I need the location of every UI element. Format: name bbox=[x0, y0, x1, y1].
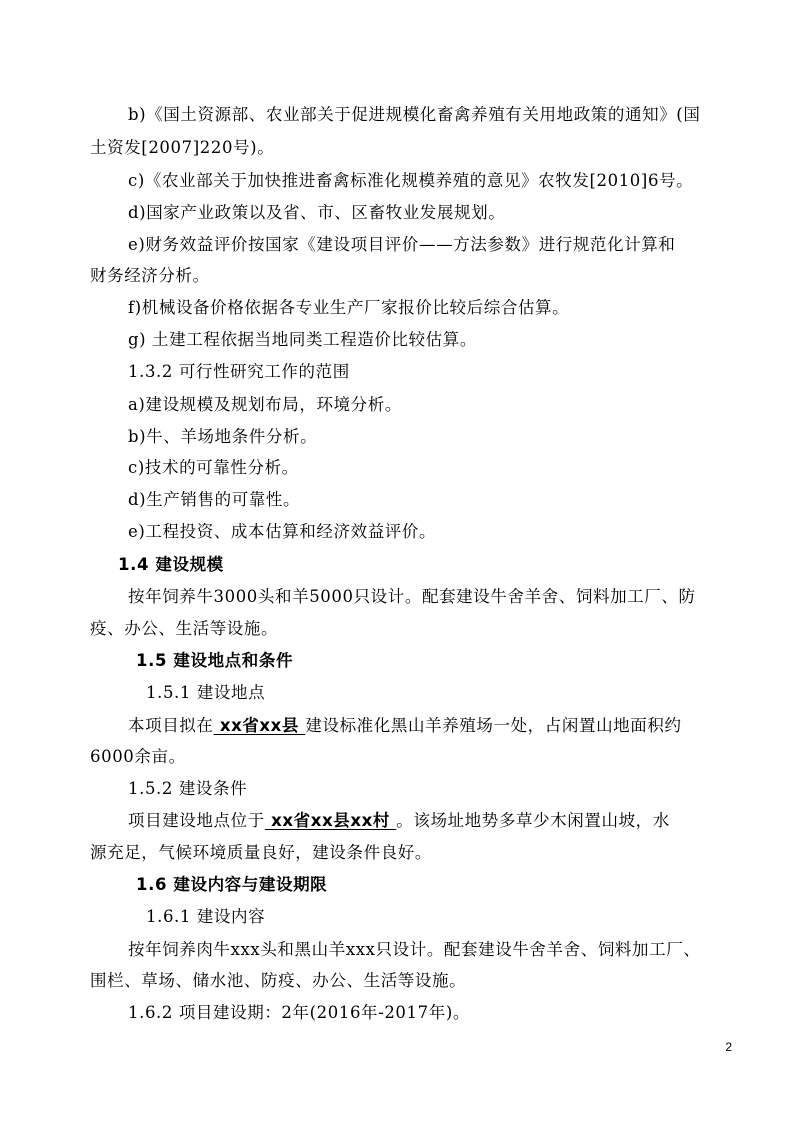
heading-1-5: 1.5 建设地点和条件 bbox=[136, 651, 294, 670]
section-1-3-2-title: 1.3.2 可行性研究工作的范围 bbox=[128, 362, 350, 381]
para-1-5-1-prefix: 本项目拟在 bbox=[128, 716, 214, 735]
heading-1-6: 1.6 建设内容与建设期限 bbox=[136, 875, 328, 894]
item-b-line1: b)《国土资源部、农业部关于促进规模化畜禽养殖有关用地政策的通知》(国 bbox=[128, 105, 701, 124]
para-1-5-1-line2: 6000余亩。 bbox=[90, 747, 186, 766]
para-1-5-2-line1 bbox=[128, 811, 670, 831]
page-number: 2 bbox=[725, 1040, 732, 1054]
section-1-6-1-title: 1.6.1 建设内容 bbox=[146, 907, 266, 926]
heading-1-4: 1.4 建设规模 bbox=[118, 555, 224, 574]
para-1-6-1-line2: 围栏、草场、储水池、防疫、办公、生活等设施。 bbox=[90, 971, 467, 990]
section-1-5-2-title: 1.5.2 建设条件 bbox=[128, 779, 248, 798]
section-1-5-1-title: 1.5.1 建设地点 bbox=[146, 683, 266, 702]
scope-item-a: a)建设规模及规划布局，环境分析。 bbox=[128, 395, 402, 414]
item-b-line2: 土资发[2007]220号)。 bbox=[90, 138, 275, 157]
scope-item-c: c)技术的可靠性分析。 bbox=[128, 458, 299, 477]
scope-item-d: d)生产销售的可靠性。 bbox=[128, 490, 301, 509]
para-1-5-1-suffix: 建设标准化黑山羊养殖场一处，占闲置山地面积约 bbox=[305, 716, 682, 735]
item-d: d)国家产业政策以及省、市、区畜牧业发展规划。 bbox=[128, 203, 506, 222]
para-1-4-line1: 按年饲养牛3000头和羊5000只设计。配套建设牛舍羊舍、饲料加工厂、防 bbox=[128, 587, 696, 606]
scope-item-b: b)牛、羊场地条件分析。 bbox=[128, 427, 318, 446]
para-1-4-line2: 疫、办公、生活等设施。 bbox=[90, 619, 279, 638]
location-village: xx省xx县xx村 bbox=[264, 811, 397, 830]
para-1-5-2-line2: 源充足，气候环境质量良好，建设条件良好。 bbox=[90, 843, 432, 862]
para-1-5-2-suffix: 。该场址地势多草少木闲置山坡，水 bbox=[396, 811, 670, 830]
scope-item-e: e)工程投资、成本估算和经济效益评价。 bbox=[128, 522, 437, 541]
para-1-5-1-line1 bbox=[128, 716, 682, 736]
section-1-6-2: 1.6.2 项目建设期：2年(2016年-2017年)。 bbox=[128, 1003, 470, 1022]
item-e-line2: 财务经济分析。 bbox=[90, 266, 210, 285]
item-e-line1: e)财务效益评价按国家《建设项目评价——方法参数》进行规范化计算和 bbox=[128, 235, 676, 254]
para-1-6-1-line1: 按年饲养肉牛xxx头和黑山羊xxx只设计。配套建设牛舍羊舍、饲料加工厂、 bbox=[128, 940, 701, 959]
item-g: g) 土建工程依据当地同类工程造价比较估算。 bbox=[128, 330, 477, 349]
location-county: xx省xx县 bbox=[213, 716, 306, 735]
item-f: f)机械设备价格依据各专业生产厂家报价比较后综合估算。 bbox=[128, 298, 570, 317]
para-1-5-2-prefix: 项目建设地点位于 bbox=[128, 811, 265, 830]
item-c: c)《农业部关于加快推进畜禽标准化规模养殖的意见》农牧发[2010]6号。 bbox=[128, 171, 694, 190]
